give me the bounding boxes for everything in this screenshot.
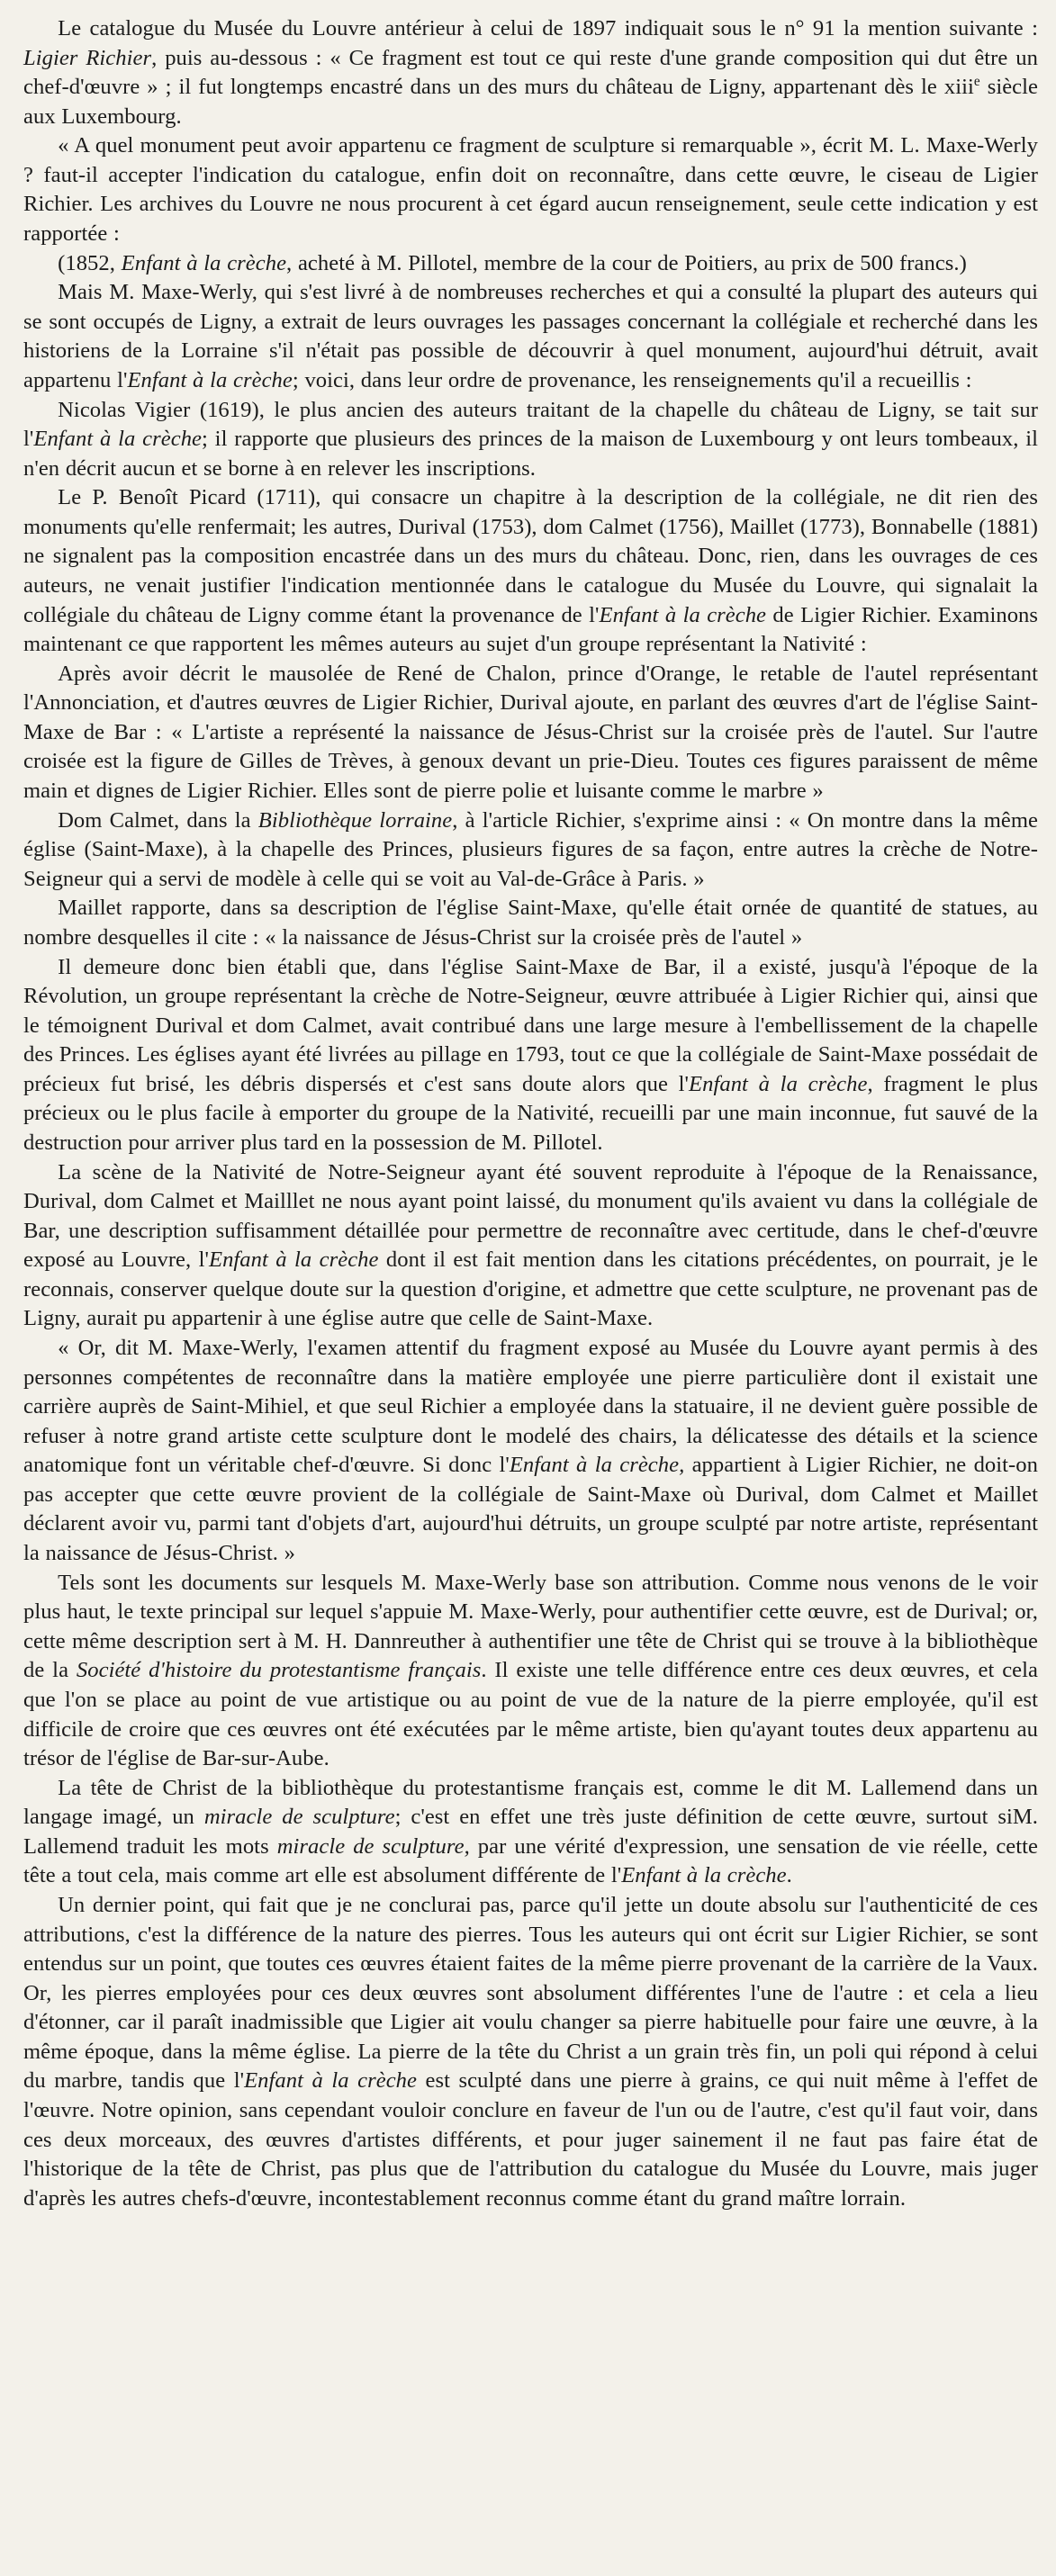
- text-run: « Or, dit M. Maxe-Werly, l'examen attentif du fragment exposé au Musée du Louvre ayant permis à des personnes compétentes de reconnaître dans la matière employée une pierre particulière dont il existait une carrière auprès de Saint-Mihiel, et que seul Richier a employée dans la statuaire, il ne devient guère possible de refuser à notre grand artiste cette sculpture dont le modelé des chairs, la délicatesse des détails et la science anatomique font un véritable chef-d'œuvre. Si donc l': [23, 1336, 1038, 1478]
- paragraph-7: [23, 660, 1038, 806]
- text-run: ; il rapporte que plusieurs des princes de la maison de Luxembourg y ont leurs tombeaux, il n'en décrit aucun et se borne à en relever les inscriptions.: [23, 427, 1038, 481]
- text-run: Mais M. Maxe-Werly, qui s'est livré à de nombreuses recherches et qui a consulté la plupart des auteurs qui se sont occupés de Ligny, a extrait de leurs ouvrages les passages concernant la collégiale et recherché dans les historiens de la Lorraine s'il n'était pas possible de découvrir à quel monument, aujourd'hui détruit, avait appartenu l': [23, 280, 1038, 392]
- text-run: Nicolas Vigier (1619), le plus ancien des auteurs traitant de la chapelle du château de Ligny, se tait sur l': [23, 397, 1038, 452]
- paragraph-10: [23, 953, 1038, 1158]
- paragraph-12: [23, 1334, 1038, 1569]
- italic-title: Ligier Richier: [23, 45, 152, 70]
- paragraph-13: [23, 1569, 1038, 1774]
- text-run: « A quel monument peut avoir appartenu ce fragment de sculpture si remarquable », écrit M. L. Maxe-Werly ? faut-il accepter l'indication du catalogue, enfin doit on reconnaître, dans cette œuvre, le ciseau de Ligier Richier. Les archives du Louvre ne nous procurent à cet égard aucun renseignement, seule cette indication y est rapportée :: [23, 133, 1038, 247]
- paragraph-1: [23, 14, 1038, 131]
- italic-title: Bibliothèque lorraine: [257, 807, 453, 833]
- text-run: ; voici, dans leur ordre de provenance, les renseignements qu'il a recueillis :: [292, 367, 972, 392]
- text-run: Il demeure donc bien établi que, dans l'église Saint-Maxe de Bar, il a existé, jusqu'à l'époque de la Révolution, un groupe représentant la crèche de Notre-Seigneur, œuvre attribuée à Ligier Richier qui, ainsi que le témoignent Durival et dom Calmet, avait contribué dans une large mesure à l'embellissement de la chapelle des Princes. Les églises ayant été livrées au pillage en 1793, tout ce que la collégiale de Saint-Maxe possédait de précieux fut brisé, les débris dispersés et c'est sans doute alors que l': [23, 954, 1038, 1096]
- text-run: ; c'est en effet une très juste définition de cette œuvre, surtout siM. Lallemend traduit les mots: [23, 1805, 1038, 1859]
- article-body: [23, 14, 1038, 2213]
- paragraph-4: [23, 278, 1038, 395]
- text-run: Dom Calmet, dans la: [58, 807, 258, 833]
- paragraph-14: [23, 1774, 1038, 1891]
- text-run: dont il est fait mention dans les citations précédentes, on pourrait, je le reconnais, conserver quelque doute sur la question d'origine, et admettre que cette sculpture, ne provenant pas de Ligny, aurait pu appartenir à une église autre que celle de Saint-Maxe.: [23, 1247, 1038, 1331]
- paragraph-3-citation: [23, 249, 1038, 279]
- paragraph-15: [23, 1891, 1038, 2213]
- text-run: Après avoir décrit le mausolée de René de Chalon, prince d'Orange, le retable de l'autel représentant l'Annonciation, et d'autres œuvres de Ligier Richier, Durival ajoute, en parlant des œuvres d'art de l'église Saint-Maxe de Bar : « L'artiste a représenté la naissance de Jésus-Christ sur la croisée près de l'autel. Sur l'autre croisée est la figure de Gilles de Trèves, à genoux devant un prie-Dieu. Toutes ces figures paraissent de même main et dignes de Ligier Richier. Elles sont de pierre polie et luisante comme le marbre »: [23, 661, 1038, 804]
- paragraph-2: [23, 131, 1038, 248]
- text-run: Un dernier point, qui fait que je ne conclurai pas, parce qu'il jette un doute absolu sur l'authenticité de ces attributions, c'est la différence de la nature des pierres. Tous les auteurs qui ont écrit sur Ligier Richier, se sont entendus sur un point, que toutes ces œuvres étaient faites de la même pierre provenant de la carrière de la Vaux. Or, les pierres employées pour ces deux œuvres sont absolument différentes l'une de l'autre : et cela a lieu d'étonner, car il paraît inadmissible que Ligier ait voulu changer sa pierre habituelle pour faire une œuvre, à la même époque, dans la même église. La pierre de la tête du Christ a un grain très fin, un poli qui répond à celui du marbre, tandis que l': [23, 1893, 1038, 2094]
- text-run: Le catalogue du Musée du Louvre antérieur à celui de 1897 indiquait sous le n° 91 la mention suivante :: [58, 16, 1038, 41]
- paragraph-6: [23, 483, 1038, 659]
- text-run: Maillet rapporte, dans sa description de l'église Saint-Maxe, qu'elle était ornée de quantité de statues, au nombre desquelles il cite : « la naissance de Jésus-Christ sur la croisée près de l'autel »: [23, 896, 1038, 950]
- paragraph-5: [23, 396, 1038, 484]
- italic-title: Enfant à la crèche: [127, 367, 293, 392]
- italic-title: Enfant à la crèche,: [509, 1453, 685, 1478]
- text-run: siècle aux Luxembourg.: [23, 75, 1038, 129]
- text-run: , puis au-dessous : « Ce fragment est tout ce qui reste d'une grande composition qui dut être un chef-d'œuvre » ; il fut longtemps encastré dans un des murs du château de Ligny, appartenant dès le xiii: [23, 45, 1038, 100]
- italic-title: Société d'histoire du protestantisme français: [76, 1658, 482, 1683]
- italic-title: Enfant à la crèche: [244, 2068, 417, 2094]
- text-run: Le P. Benoît Picard (1711), qui consacre un chapitre à la description de la collégiale, ne dit rien des monuments qu'elle renfermait; les autres, Durival (1753), dom Calmet (1756), Maillet (1773), Bonnabelle (1881) ne signalent pas la composition encastrée dans un des murs du château. Donc, rien, dans les ouvrages de ces auteurs, ne venait justifier l'indication mentionnée dans le catalogue du Musée du Louvre, qui signalait la collégiale du château de Ligny comme étant la provenance de l': [23, 485, 1038, 627]
- paragraph-11: [23, 1158, 1038, 1334]
- italic-title: Enfant à la crèche: [599, 602, 767, 627]
- italic-title: Enfant à la crèche: [689, 1071, 868, 1096]
- text-run: de Ligier Richier. Examinons maintenant ce que rapportent les mêmes auteurs au sujet d'un groupe représentant la Nativité :: [23, 602, 1039, 657]
- text-run: par une vérité d'expression, une sensation de vie réelle, cette tête a tout cela, mais comme art elle est absolument différente de l': [23, 1833, 1039, 1888]
- paragraph-8: [23, 806, 1038, 895]
- italic-title: Enfant à la crèche: [121, 250, 287, 275]
- text-run: , fragment le plus précieux ou le plus facile à emporter du groupe de la Nativité, recueilli par une main inconnue, fut sauvé de la destruction pour arriver plus tard en la possession de M. Pillotel.: [23, 1071, 1038, 1155]
- text-run: , acheté à M. Pillotel, membre de la cour de Poitiers, au prix de 500 francs.): [286, 250, 967, 275]
- paragraph-9: [23, 894, 1038, 952]
- italic-title: miracle de sculpture,: [276, 1833, 470, 1859]
- italic-title: Enfant à la crèche: [621, 1863, 787, 1888]
- text-run: appartient à Ligier Richier, ne doit-on pas accepter que cette œuvre provient de la collégiale de Saint-Maxe où Durival, dom Calmet et Maillet déclarent avoir vu, parmi tant d'objets d'art, aujourd'hui détruits, un groupe sculpté par notre artiste, représentant la naissance de Jésus-Christ. »: [23, 1453, 1038, 1566]
- text-run: . Il existe une telle différence entre ces deux œuvres, et cela que l'on se place au point de vue artistique ou au point de vue de la nature de la pierre employée, qu'il est difficile de croire que ces œuvres ont été exécutées par le même artiste, bien qu'ayant toutes deux appartenu au trésor de l'église de Bar-sur-Aube.: [23, 1658, 1038, 1771]
- superscript: e: [973, 74, 980, 90]
- italic-title: miracle de sculpture: [203, 1805, 395, 1830]
- italic-title: Enfant à la crèche: [33, 427, 203, 452]
- text-run: , à l'article Richier, s'exprime ainsi : « On montre dans la même église (Saint-Maxe), à la chapelle des Princes, plusieurs figures de sa façon, entre autres la crèche de Notre-Seigneur qui a servi de modèle à celle qui se voit au Val-de-Grâce à Paris. »: [23, 807, 1039, 891]
- text-run: La scène de la Nativité de Notre-Seigneur ayant été souvent reproduite à l'époque de la Renaissance, Durival, dom Calmet et Mailllet ne nous ayant point laissé, du monument qu'ils avaient vu dans la collégiale de Bar, une description suffisamment détaillée pour permettre de reconnaître avec certitude, dans le chef-d'œuvre exposé au Louvre, l': [23, 1159, 1038, 1273]
- text-run: (1852,: [58, 250, 122, 275]
- text-run: .: [786, 1863, 792, 1888]
- text-run: est sculpté dans une pierre à grains, ce qui nuit même à l'effet de l'œuvre. Notre opinion, sans cependant vouloir conclure en faveur de l'un ou de l'autre, c'est qu'il faut voir, dans ces deux morceaux, des œuvres d'artistes différents, et pour juger sainement il ne faut pas faire état de l'historique de la tête de Christ, pas plus que de l'attribution du catalogue du Musée du Louvre, mais juger d'après les autres chefs-d'œuvre, incontestablement reconnus comme étant du grand maître lorrain.: [23, 2068, 1038, 2211]
- text-run: La tête de Christ de la bibliothèque du protestantisme français est, comme le dit M. Lallemend dans un langage imagé, un: [23, 1775, 1038, 1830]
- italic-title: Enfant à la crèche: [209, 1247, 379, 1273]
- text-run: Tels sont les documents sur lesquels M. Maxe-Werly base son attribution. Comme nous venons de le voir plus haut, le texte principal sur lequel s'appuie M. Maxe-Werly, pour authentifier cette œuvre, est de Durival; or, cette même description sert à M. H. Dannreuther à authentifier une tête de Christ qui se trouve à la bibliothèque de la: [23, 1570, 1038, 1683]
